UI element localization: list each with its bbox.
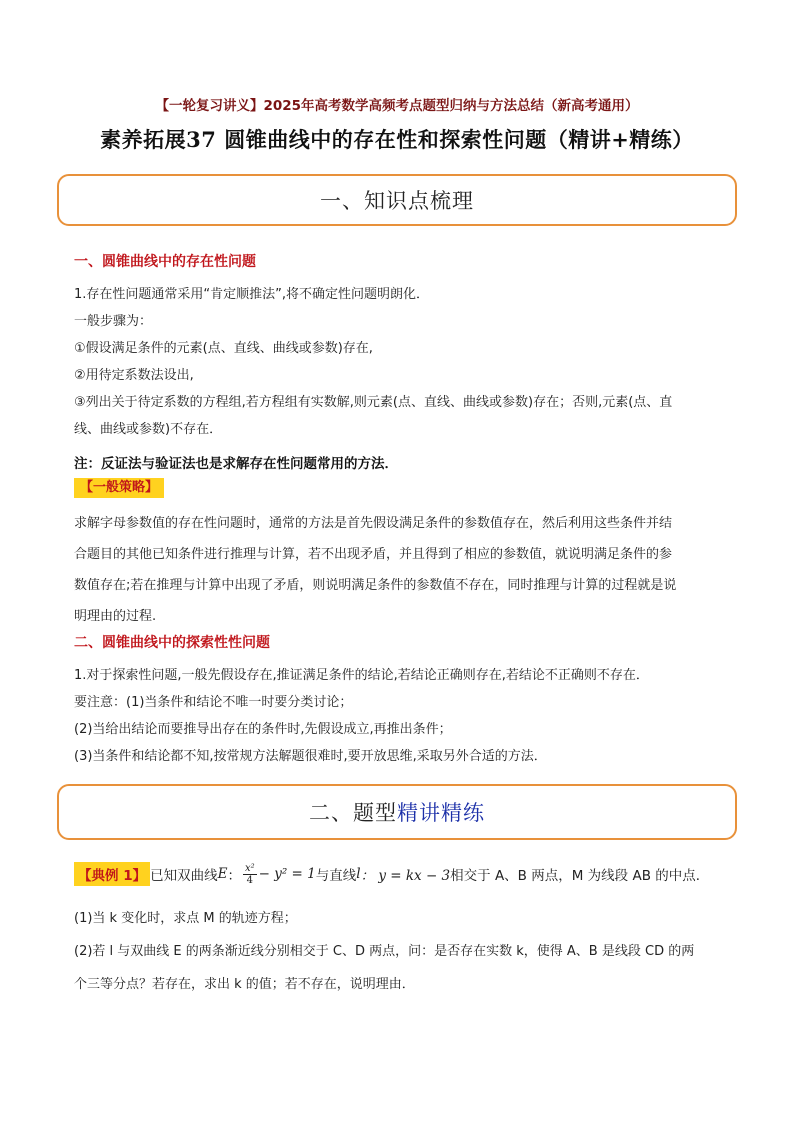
example-1-statement — [74, 860, 709, 888]
line-equation: ： y = kx − 3 — [360, 868, 451, 884]
equation-rest: − y² = 1 — [258, 866, 316, 882]
strategy-tag: 【一般策略】 — [74, 478, 164, 498]
with-line-text: 与直线 — [315, 868, 357, 884]
text-line: (3)当条件和结论都不知,按常规方法解题很难时,要开放思维,采取另外合适的方法． — [74, 749, 547, 764]
question-1: (1)当 k 变化时，求点 M 的轨迹方程； — [74, 911, 297, 926]
strategy-line: 数值存在;若在推理与计算中出现了矛盾，则说明满足条件的参数值不存在，同时推理与计算的过程就是说 — [74, 578, 677, 593]
section-heading-exploration: 二、圆锥曲线中的探索性性问题 — [74, 635, 270, 651]
banner-title-part: 精讲精练 — [397, 801, 485, 825]
curve-name: E — [217, 866, 228, 882]
example-rest: 相交于 A、B 两点，M 为线段 AB 的中点． — [450, 868, 710, 884]
text-line: 要注意：(1)当条件和结论不唯一时要分类讨论； — [74, 695, 353, 710]
text-line: 1.存在性问题通常采用“肯定顺推法”,将不确定性问题明朗化． — [74, 287, 430, 302]
text-line: 1.对于探索性问题,一般先假设存在,推证满足条件的结论,若结论正确则存在,若结论不正确则不存在． — [74, 668, 649, 683]
fraction-denominator: 4 — [246, 874, 253, 886]
question-2-line-1: (2)若 l 与双曲线 E 的两条渐近线分别相交于 C、D 两点，问：是否存在实数 k，使得 A、B 是线段 CD 的两 — [74, 944, 695, 959]
banner-title: 一、知识点梳理 — [320, 189, 474, 213]
section-banner-examples — [57, 784, 737, 840]
fraction-numerator: x² — [244, 862, 255, 874]
text-line: ③列出关于待定系数的方程组,若方程组有实数解,则元素(点、直线、曲线或参数)存在；否则,元素(点、直 — [74, 395, 673, 410]
example-tag: 【典例 1】 — [74, 862, 150, 886]
section-banner-knowledge — [57, 174, 737, 226]
strategy-line: 合题目的其他已知条件进行推理与计算，若不出现矛盾，并且得到了相应的参数值，就说明满足条件的参 — [74, 547, 673, 562]
line-name: l — [356, 866, 361, 882]
page-title: 素养拓展37 圆锥曲线中的存在性和探索性问题（精讲+精练） — [100, 127, 694, 152]
text-line: ②用待定系数法设出, — [74, 368, 194, 383]
text-line: (2)当给出结论而要推导出存在的条件时,先假设成立,再推出条件； — [74, 722, 452, 737]
banner-title-part: 二、题型 — [309, 801, 397, 825]
document-series-header: 【一轮复习讲义】2025年高考数学高频考点题型归纳与方法总结（新高考通用） — [155, 98, 639, 114]
method-note: 注：反证法与验证法也是求解存在性问题常用的方法． — [74, 456, 398, 472]
text-line: ①假设满足条件的元素(点、直线、曲线或参数)存在, — [74, 341, 373, 356]
text-line: 线、曲线或参数)不存在． — [74, 422, 223, 437]
text-line: 一般步骤为： — [74, 314, 153, 329]
colon: ： — [227, 868, 241, 884]
strategy-line: 明理由的过程. — [74, 609, 157, 624]
section-heading-existence: 一、圆锥曲线中的存在性问题 — [74, 254, 256, 270]
strategy-line: 求解字母参数值的存在性问题时，通常的方法是首先假设满足条件的参数值存在，然后利用这些条件并结 — [74, 516, 673, 531]
fraction — [243, 863, 257, 886]
example-intro: 已知双曲线 — [150, 868, 218, 884]
question-2-line-2: 个三等分点？若存在，求出 k 的值；若不存在，说明理由． — [74, 977, 415, 992]
